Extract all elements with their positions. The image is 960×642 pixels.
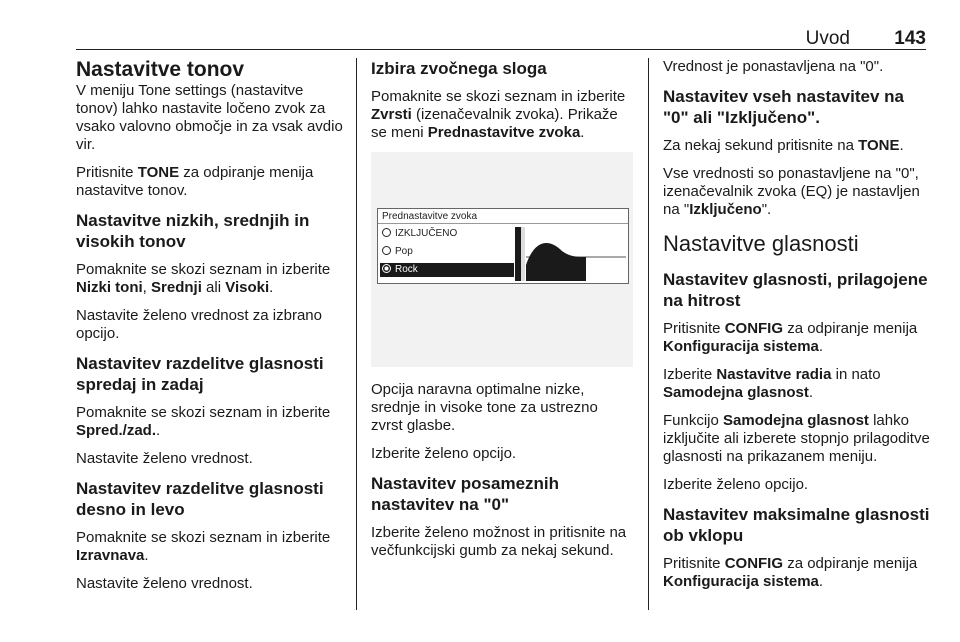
paragraph-tone-press: Pritisnite TONE za odpiranje menija nastavitve tonov. <box>76 164 314 199</box>
display-screen <box>377 208 629 284</box>
heading-reset-all: Nastavitev vseh nastavitev na "0" ali "Izključeno". <box>663 87 904 127</box>
paragraph-reset-all-result: Vse vrednosti so ponastavljene na "0", izenačevalnik zvoka (EQ) je nastavljen na "Izključeno". <box>663 165 920 218</box>
heading-fader: Nastavitev razdelitve glasnosti spredaj in zadaj <box>76 354 324 394</box>
screen-title: Prednastavitve zvoka <box>382 211 478 222</box>
paragraph-bands-set: Nastavite želeno vrednost za izbrano opcijo. <box>76 307 322 342</box>
paragraph-option: Opcija naravna optimalne nizke, srednje in visoke tone za ustrezno zvrst glasbe. <box>371 381 598 434</box>
column-2 <box>371 58 633 570</box>
radio-selected-icon <box>382 264 391 273</box>
section-title: Uvod <box>805 28 850 49</box>
screen-title-divider <box>378 223 628 224</box>
paragraph-reset-all: Za nekaj sekund pritisnite na TONE. <box>663 137 904 154</box>
paragraph-balance-set: Nastavite želeno vrednost. <box>76 575 253 592</box>
paragraph-fader-set: Nastavite želeno vrednost. <box>76 450 253 467</box>
column-divider-2 <box>648 58 649 610</box>
heading-max-volume: Nastavitev maksimalne glasnosti ob vklopu <box>663 505 930 545</box>
paragraph-reset: Vrednost je ponastavljena na "0". <box>663 58 884 75</box>
heading-bands: Nastavitve nizkih, srednjih in visokih tonov <box>76 211 310 251</box>
radio-empty-icon <box>382 246 391 255</box>
paragraph-speed-config: Pritisnite CONFIG za odpiranje menija Konfiguracija sistema. <box>663 320 918 355</box>
paragraph-tone-intro: V meniju Tone settings (nastavitve tonov) lahko nastavite ločeno zvok za vsako valovno območje in za vsak avdio vir. <box>76 82 343 153</box>
heading-tone-settings: Nastavitve tonov <box>76 58 245 81</box>
paragraph-fader: Pomaknite se skozi seznam in izberite Spred./zad.. <box>76 404 331 439</box>
heading-eq: Izbira zvočnega sloga <box>371 59 547 78</box>
paragraph-eq: Pomaknite se skozi seznam in izberite Zvrsti (izenačevalnik zvoka). Prikaže se meni Prednastavitve zvoka. <box>371 88 626 141</box>
heading-balance: Nastavitev razdelitve glasnosti desno in levo <box>76 479 324 519</box>
eq-curve-graphic <box>526 227 626 281</box>
heading-volume-settings: Nastavitve glasnosti <box>663 231 859 256</box>
paragraph-speed-option: Izberite želeno opcijo. <box>663 476 809 493</box>
option-off[interactable]: IZKLJUČENO <box>380 227 514 241</box>
scrollbar[interactable] <box>521 227 525 281</box>
column-divider-1 <box>356 58 357 610</box>
option-rock[interactable]: Rock <box>380 263 514 277</box>
radio-empty-icon <box>382 228 391 237</box>
paragraph-select: Izberite želeno opcijo. <box>371 445 517 462</box>
column-1 <box>76 58 344 603</box>
paragraph-balance: Pomaknite se skozi seznam in izberite Izravnava. <box>76 529 331 564</box>
heading-speed-volume: Nastavitev glasnosti, prilagojene na hitrost <box>663 270 928 310</box>
page-number: 143 <box>894 28 926 49</box>
paragraph-max-config: Pritisnite CONFIG za odpiranje menija Konfiguracija sistema. <box>663 555 918 590</box>
paragraph-speed-select: Izberite Nastavitve radia in nato Samodejna glasnost. <box>663 366 881 401</box>
column-3 <box>663 58 933 601</box>
option-pop[interactable]: Pop <box>380 245 514 259</box>
page-header <box>76 28 926 50</box>
header-divider <box>76 49 926 50</box>
paragraph-custom: Izberite želeno možnost in pritisnite na večfunkcijski gumb za nekaj sekund. <box>371 524 627 559</box>
paragraph-bands: Pomaknite se skozi seznam in izberite Nizki toni, Srednji ali Visoki. <box>76 261 331 296</box>
screen-illustration <box>371 152 633 367</box>
heading-custom: Nastavitev posameznih nastavitev na "0" <box>371 474 560 514</box>
paragraph-speed-function: Funkcijo Samodejna glasnost lahko izključite ali izberete stopnjo prilagoditve glasnosti na prikazanem meniju. <box>663 412 930 465</box>
